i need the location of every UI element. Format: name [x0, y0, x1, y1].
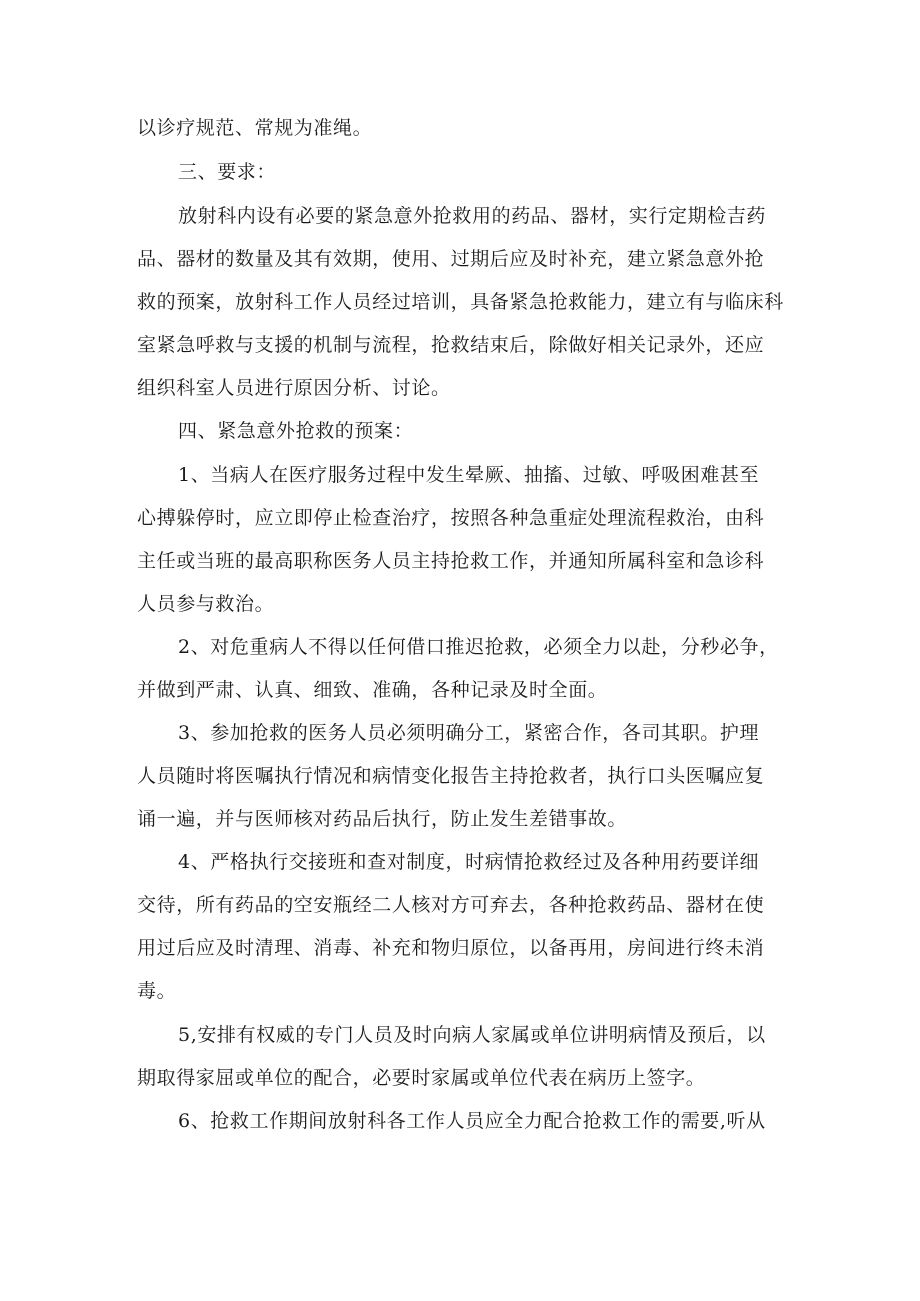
text-line: 诵一遍，并与医师核对药品后执行，防止发生差错事故。: [137, 808, 628, 830]
text-line: 品、器材的数量及其有效期，使用、过期后应及时补充，建立紧急意外抢: [137, 248, 765, 270]
text-line: 人员随时将医嘱执行情况和病情变化报告主持抢救者，执行口头医嘱应复: [137, 765, 765, 787]
text-line: 4、严格执行交接班和查对制度，时病情抢救经过及各种用药要详细: [178, 851, 760, 873]
section-heading: 四、紧急意外抢救的预案：: [178, 420, 414, 442]
text-line: 救的预案，放射科工作人员经过培训，具备紧急抢救能力，建立有与临床科: [137, 291, 784, 313]
text-line: 并做到严肃、认真、细致、准确，各种记录及时全面。: [137, 679, 608, 701]
text-line: 期取得家屈或单位的配合，必要时家属或单位代表在病历上签字。: [137, 1067, 706, 1089]
text-line: 心搏躲停时，应立即停止检查治疗，按照各种急重症处理流程救治，由科: [137, 507, 765, 529]
text-line: 5,安排有权威的专门人员及时向病人家属或单位讲明病情及预后，以: [178, 1024, 766, 1046]
text-line: 放射科内设有必要的紧急意外抢救用的药品、器材，实行定期检吉药: [178, 205, 767, 227]
text-line: 1、当病人在医疗服务过程中发生晕厥、抽搐、过敏、呼吸困难甚至: [178, 464, 760, 486]
section-heading: 三、要求：: [178, 161, 277, 183]
text-line: 人员参与救治。: [137, 593, 275, 615]
text-line: 主任或当班的最高职称医务人员主持抢救工作，并通知所属科室和急诊科: [137, 550, 765, 572]
text-line: 用过后应及时清理、消毒、补充和物归原位，以备再用，房间进行终未消: [137, 937, 765, 959]
text-line: 组织科室人员进行原因分析、讨论。: [137, 377, 451, 399]
text-line: 交待，所有药品的空安瓶经二人核对方可弃去，各种抢救药品、器材在使: [137, 894, 765, 916]
text-line: 以诊疗规范、常规为准绳。: [137, 117, 373, 139]
text-line: 3、参加抢救的医务人员必须明确分工，紧密合作，各司其职。护理: [178, 722, 760, 744]
text-line: 室紧急呼救与支援的机制与流程，抢救结束后，除做好相关记录外，还应: [137, 334, 765, 356]
text-line: 6、抢救工作期间放射科各工作人员应全力配合抢救工作的需要,听从: [178, 1110, 766, 1132]
text-line: 毒。: [137, 980, 177, 1002]
text-line: 2、对危重病人不得以任何借口推迟抢救，必须全力以赴，分秒必争，: [178, 636, 779, 658]
